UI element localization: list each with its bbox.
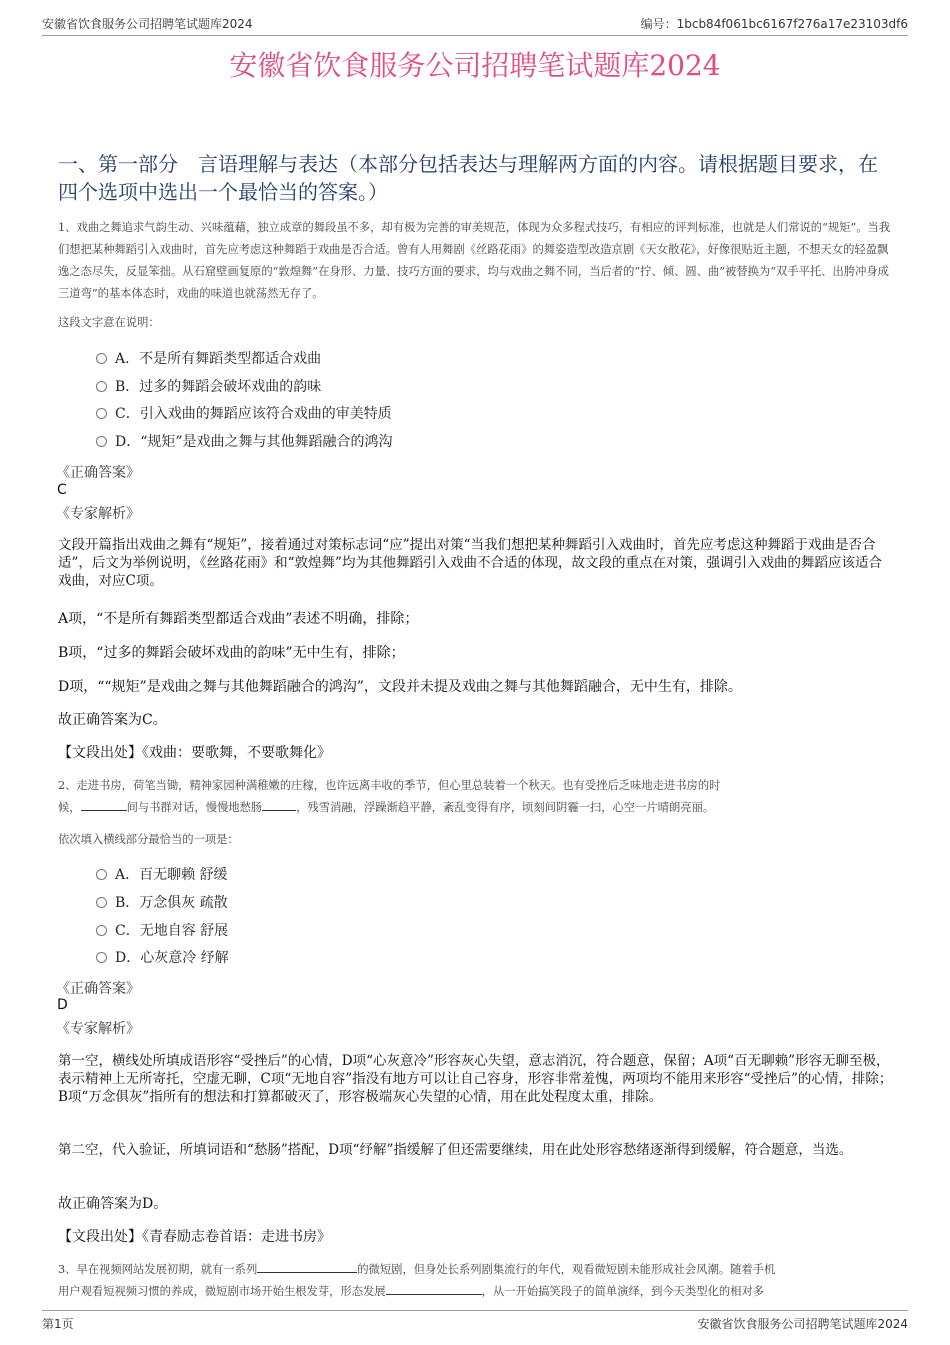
page-header [42, 15, 908, 36]
radio-icon[interactable] [96, 952, 107, 963]
q2-blank-1 [81, 798, 127, 811]
q1-option-a[interactable]: A．不是所有舞蹈类型都适合戏曲 [96, 348, 321, 370]
radio-icon[interactable] [96, 897, 107, 908]
q3-stem: 3、早在视频网站发展初期，就有一系列 的微短剧，但身处长系列剧集流行的年代，观看微短剧未能形成社会风潮。随着手机 用户观看短视频习惯的养成，微短剧市场开始生根发芽，形态发展 ，从一开始搞笑段子的简单演绎，到今天类型化的相对多 [58, 1259, 898, 1303]
q1-stem: 1、戏曲之舞追求气韵生动、兴味蕴藉，独立成章的舞段虽不多，却有极为完善的审美规范，体现为众多程式技巧，有相应的评判标准，也就是人们常说的“规矩”。当我们想把某种舞蹈引入戏曲时，首先应考虑这种舞蹈于戏曲是否合适。曾有人用舞剧《丝路花雨》的舞姿造型改造京剧《天女散花》，好像很贴近主题，不想天女的轻盈飘逸之态尽失，反显笨拙。从石窟壁画复原的“敦煌舞”在身形、力量、技巧方面的要求，均与戏曲之舞不同，当后者的“拧、倾、圆、曲”被替换为“双手平托、出胯冲身成三道弯”的基本体态时，戏曲的味道也就荡然无存了。 [58, 221, 891, 300]
header-doc-title: 安徽省饮食服务公司招聘笔试题库2024 [42, 17, 253, 31]
q2-analysis-para: 第二空，代入验证，所填词语和“愁肠”搭配，D项“纾解”指缓解了但还需要继续，用在此处形容愁绪逐渐得到缓解，符合题意，当选。 [58, 1142, 853, 1158]
radio-icon[interactable] [96, 353, 107, 364]
radio-icon[interactable] [96, 925, 107, 936]
q2-stem: 2、走进书房，荷笔当锄，精神家园种满稚嫩的庄稼，也许远离丰收的季节，但心里总装着一个秋天。也有受挫后乏味地走进书房的时 候， 间与书群对话，慢慢地愁肠 ，残雪消融，浮躁渐趋平静，紊乱变得有序，顷刻间阴霾一扫，心空一片晴朗亮丽。 [58, 779, 721, 814]
header-doc-id: 编号：1bcb84f061bc6167f276a17e23103df6 [640, 17, 908, 31]
q2-option-b[interactable]: B．万念俱灰 疏散 [96, 892, 228, 914]
section-heading: 一、第一部分 言语理解与表达（本部分包括表达与理解两方面的内容。请根据题目要求，在四个选项中选出一个最恰当的答案。） [58, 152, 878, 204]
q1-answer-label: 《正确答案》 [56, 465, 140, 481]
radio-icon[interactable] [96, 408, 107, 419]
q1-analysis-para: D项，““规矩”是戏曲之舞与其他舞蹈融合的鸿沟”，文段并未提及戏曲之舞与其他舞蹈融合，无中生有，排除。 [58, 679, 742, 695]
q1-prompt: 这段文字意在说明： [58, 316, 160, 329]
q1-analysis-para: 故正确答案为C。 [58, 712, 167, 728]
q1-analysis-para: 文段开篇指出戏曲之舞有“规矩”，接着通过对策标志词“应”提出对策“当我们想把某种舞蹈引入戏曲时，首先应考虑这种舞蹈于戏曲是否合适”，后文为举例说明，《丝路花雨》和“敦煌舞”均为其他舞蹈引入戏曲不合适的体现，故文段的重点在对策，强调引入戏曲的舞蹈应该适合戏曲，对应C项。 [58, 537, 882, 589]
q2-blank-2 [262, 798, 296, 811]
q2-analysis-para: 故正确答案为D。 [58, 1196, 168, 1212]
q2-prompt: 依次填入横线部分最恰当的一项是： [58, 833, 239, 846]
q1-answer: C [57, 482, 67, 498]
q1-option-b[interactable]: B．过多的舞蹈会破坏戏曲的韵味 [96, 376, 321, 398]
q3-blank-2 [386, 1282, 482, 1295]
radio-icon[interactable] [96, 381, 107, 392]
q1-analysis-para: A项，“不是所有舞蹈类型都适合戏曲”表述不明确，排除； [58, 611, 419, 627]
radio-icon[interactable] [96, 869, 107, 880]
q2-option-d[interactable]: D．心灰意冷 纾解 [96, 947, 229, 969]
page-footer [42, 1310, 908, 1335]
q2-option-a[interactable]: A．百无聊赖 舒缓 [96, 864, 228, 886]
q2-analysis-para: 第一空，横线处所填成语形容“受挫后”的心情，D项“心灰意冷”形容灰心失望，意志消沉，符合题意，保留；A项“百无聊赖”形容无聊至极，表示精神上无所寄托，空虚无聊，C项“无地自容”指没有地方可以让自己容身，形容非常羞愧，两项均不能用来形容“受挫后”的心情，排除；B项“万念俱灰”指所有的想法和打算都破灭了，形容极端灰心失望的心情，用在此处程度太重，排除。 [58, 1053, 893, 1105]
q1-analysis-para: B项，“过多的舞蹈会破坏戏曲的韵味”无中生有，排除； [58, 645, 405, 661]
footer-doc-title: 安徽省饮食服务公司招聘笔试题库2024 [697, 1317, 908, 1331]
q1-option-d[interactable]: D．“规矩”是戏曲之舞与其他舞蹈融合的鸿沟 [96, 431, 393, 453]
q1-source: 【文段出处】《戏曲：要歌舞，不要歌舞化》 [58, 745, 331, 761]
radio-icon[interactable] [96, 436, 107, 447]
q3-blank-1 [257, 1260, 357, 1273]
q2-source: 【文段出处】《青春励志卷首语：走进书房》 [58, 1229, 331, 1245]
q1-option-c[interactable]: C．引入戏曲的舞蹈应该符合戏曲的审美特质 [96, 403, 392, 425]
q2-answer: D [57, 997, 68, 1013]
document-title: 安徽省饮食服务公司招聘笔试题库2024 [229, 49, 721, 82]
q1-analysis-label: 《专家解析》 [56, 506, 140, 522]
q2-analysis-label: 《专家解析》 [56, 1021, 140, 1037]
footer-page-number: 第1页 [42, 1317, 74, 1331]
q2-option-c[interactable]: C．无地自容 舒展 [96, 920, 228, 942]
q2-answer-label: 《正确答案》 [56, 981, 140, 997]
